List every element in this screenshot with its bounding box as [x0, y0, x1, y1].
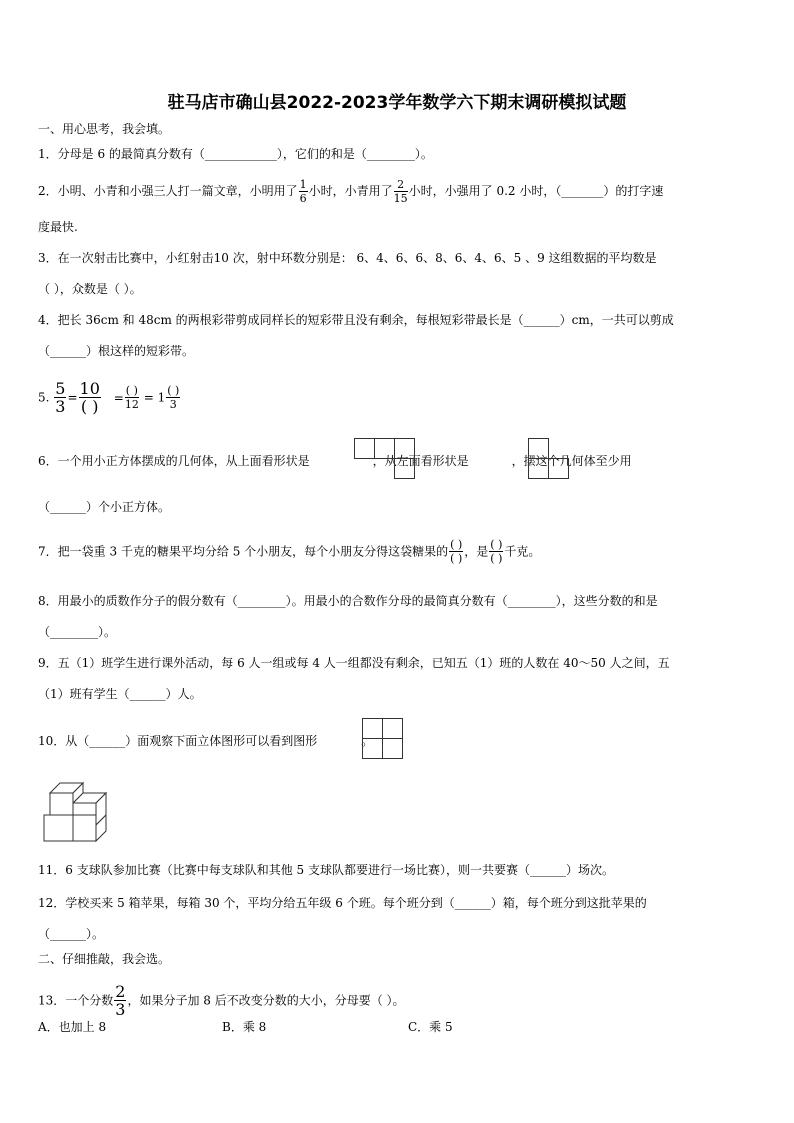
top-view-shape — [354, 438, 418, 482]
fraction-blank-3: $\frac{( )}{3}$ — [167, 384, 180, 411]
fraction-2-3: $\frac{2}{3}$ — [115, 982, 126, 1019]
section-1-heading: 一、用心思考，我会填。 — [38, 122, 171, 136]
question-6-continued: （______）个小正方体。 — [38, 500, 171, 514]
question-7: 7．把一袋重 3 千克的糖果平均分给 5 个小朋友，每个小朋友分得这袋糖果的 $\frac{( )}{( )}$ ，是 $\frac{( )}{( )}$ 千克。 — [38, 538, 541, 565]
view-shape-2x2 — [362, 718, 406, 762]
question-12: 12．学校买来 5 箱苹果，每箱 30 个，平均分给五年级 6 个班。每个班分到（______）箱，每个班分到这批苹果的 — [38, 896, 647, 910]
question-8: 8．用最小的质数作分子的假分数有（________）。用最小的合数作分母的最简真分数有（________），这些分数的和是 — [38, 594, 658, 608]
question-5-number: 5. — [38, 390, 50, 405]
question-2-text-a: 2．小明、小青和小强三人打一篇文章，小明用了 — [38, 184, 298, 198]
question-10: 10．从（______）面观察下面立体图形可以看到图形 。 — [38, 734, 374, 748]
question-12-continued: （______）。 — [38, 927, 105, 941]
fraction-blank-blank: $\frac{( )}{( )}$ — [450, 538, 463, 565]
fraction-blank-12: $\frac{( )}{12}$ — [124, 384, 139, 411]
question-4-continued: （______）根这样的短彩带。 — [38, 344, 195, 358]
option-c[interactable]: C．乘 5 — [408, 1020, 453, 1034]
option-b[interactable]: B．乘 8 — [222, 1020, 267, 1034]
option-a[interactable]: A．也加上 8 — [38, 1020, 107, 1034]
cube-stack-figure — [40, 779, 110, 845]
fraction-2-15: $\frac{2}{15}$ — [393, 178, 408, 205]
question-3: 3．在一次射击比赛中，小红射击10 次，射中环数分别是： 6、4、6、6、8、6、4、6、5 、9 这组数据的平均数是 — [38, 251, 657, 265]
question-4: 4．把长 36cm 和 48cm 的两根彩带剪成同样长的短彩带且没有剩余，每根短彩带最长是（______）cm，一共可以剪成 — [38, 313, 674, 327]
page-title: 驻马店市确山县2022-2023学年数学六下期末调研模拟试题 — [167, 93, 627, 113]
fraction-1-6: $\frac{1}{6}$ — [299, 178, 307, 205]
question-1: 1．分母是 6 的最简真分数有（____________），它们的和是（________）。 — [38, 147, 433, 161]
question-11: 11．6 支球队参加比赛（比赛中每支球队和其他 5 支球队都要进行一场比赛），则一共要赛（______）场次。 — [38, 863, 614, 877]
question-13: 13．一个分数 $\frac{2}{3}$ ，如果分子加 8 后不改变分数的大小，分母要（ ）。 — [38, 982, 405, 1019]
fraction-blank-blank-2: $\frac{( )}{( )}$ — [490, 538, 503, 565]
question-2-text-b: 小时，小青用了 — [308, 184, 393, 198]
question-8-continued: （________）。 — [38, 625, 117, 639]
section-2-heading: 二、仔细推敲，我会选。 — [38, 952, 171, 966]
question-2 — [38, 178, 663, 205]
fraction-10-blank: $\frac{10}{( )}$ — [79, 379, 100, 416]
question-2-continued: 度最快. — [38, 220, 78, 234]
question-2-text-c: 小时，小强用了 0.2 小时，（_______）的打字速 — [408, 184, 664, 198]
left-view-shape — [528, 438, 572, 482]
question-5: 5. $\frac{5}{3}$ = $\frac{10}{( )}$ = $\frac{( )}{12}$ = 1 $\frac{( )}{3}$ — [38, 379, 180, 416]
question-6: 6．一个用小正方体摆成的几何体，从上面看形状是 ，从左面看形状是 ，摆这个几何体至少用 — [38, 454, 632, 468]
fraction-5-3: $\frac{5}{3}$ — [55, 379, 66, 416]
question-3-continued: （ ），众数是（ ）。 — [38, 282, 142, 296]
question-9-continued: （1）班有学生（______）人。 — [38, 687, 202, 701]
question-9: 9．五（1）班学生进行课外活动，每 6 人一组或每 4 人一组都没有剩余，已知五（1）班的人数在 40～50 人之间，五 — [38, 656, 670, 670]
